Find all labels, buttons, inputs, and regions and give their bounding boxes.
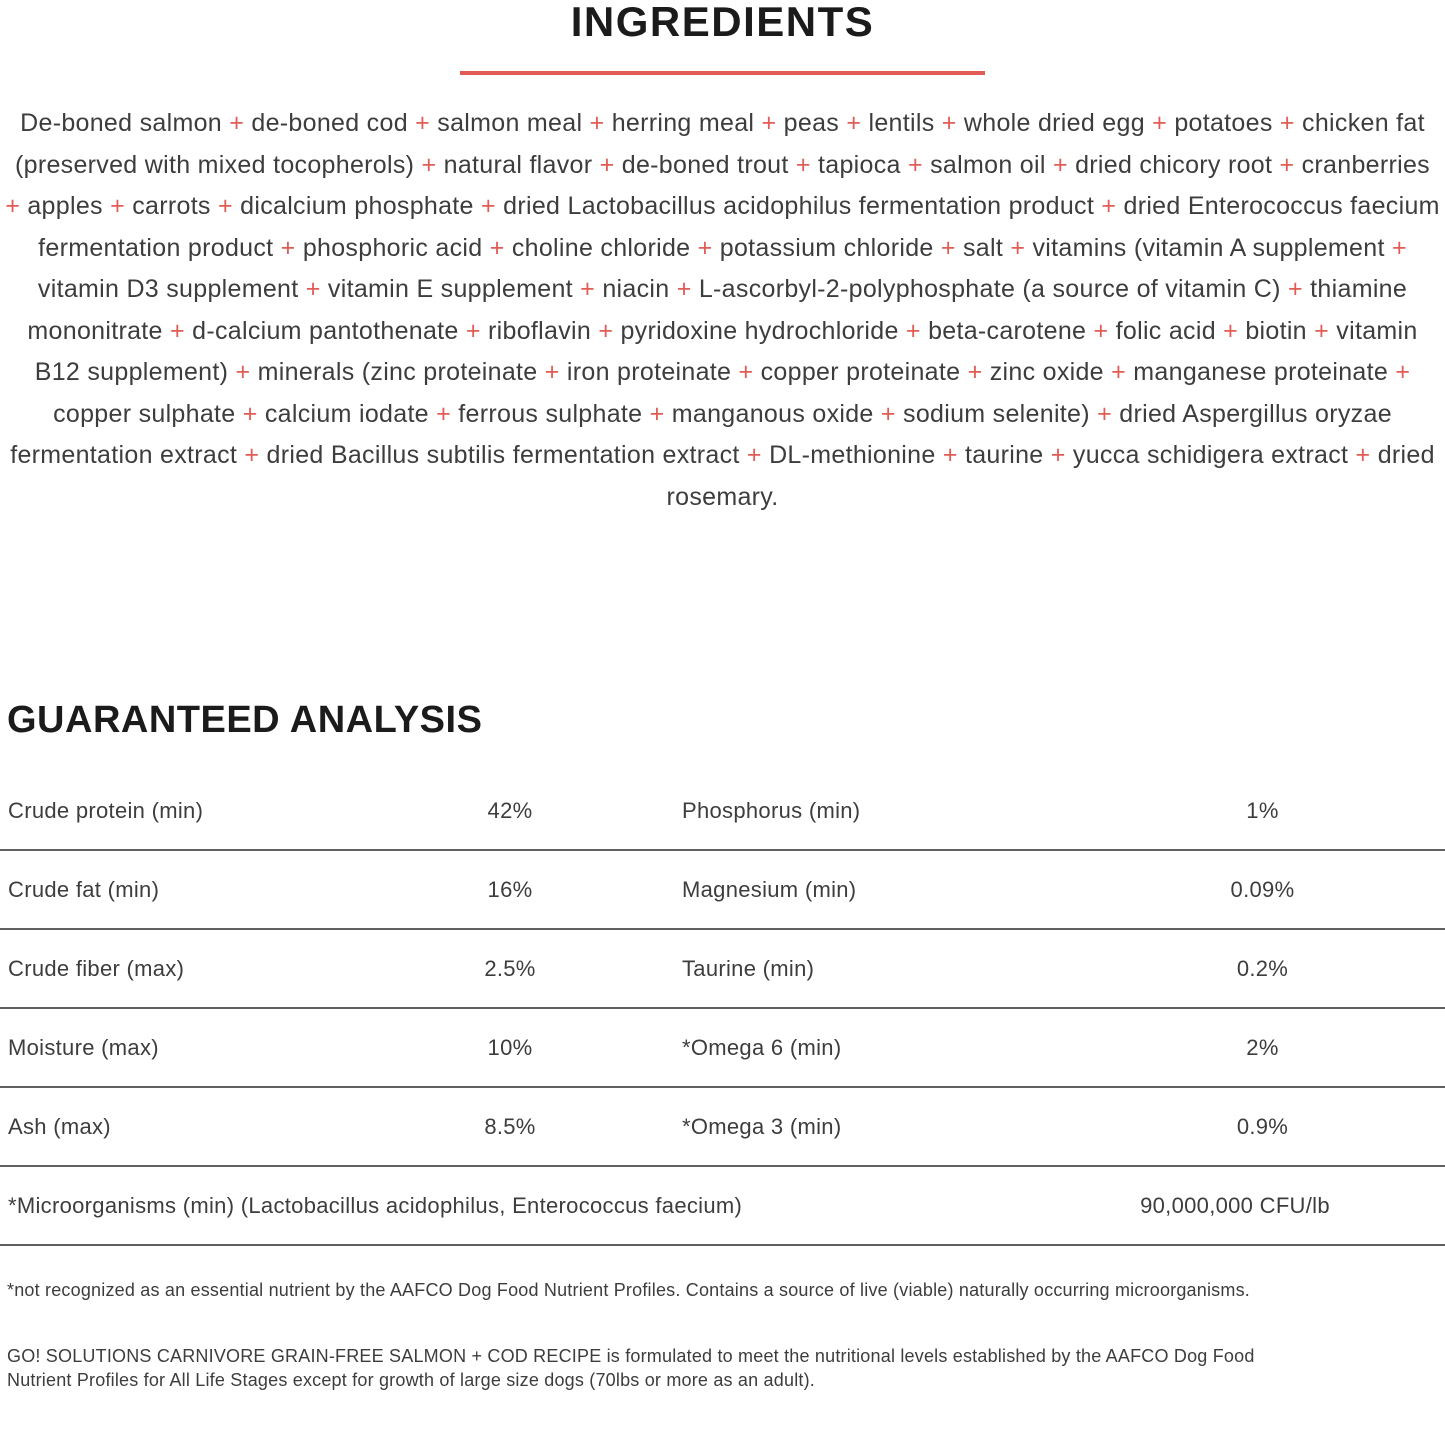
ga-value: 90,000,000 CFU/lb	[1140, 1192, 1330, 1218]
plus-separator: +	[907, 150, 923, 179]
plus-separator: +	[598, 316, 614, 345]
guaranteed-analysis-section	[0, 700, 1445, 1246]
ingredients-text: De-boned salmon + de-boned cod + salmon meal + herring meal + peas + lentils + whole dried egg + potatoes + chicken fat (preserved with mixed tocopherols) + natural flavor + de-boned trout + tapioca + salmon oil + dried chicory root + cranberries + apples + carrots + dicalcium phosphate + dried Lactobacillus acidophilus fermentation product + dried Enterococcus faecium fermentation product + phosphoric acid + choline chloride + potassium chloride + salt + vitamins (vitamin A supplement + vitamin D3 supplement + vitamin E supplement + niacin + L-ascorbyl-2-polyphosphate (a source of vitamin C) + thiamine mononitrate + d-calcium pantothenate + riboflavin + pyridoxine hydrochloride + beta-carotene + folic acid + biotin + vitamin B12 supplement) + minerals (zinc proteinate + iron proteinate + copper proteinate + zinc oxide + manganese proteinate + copper sulphate + calcium iodate + ferrous sulphate + manganous oxide + sodium selenite) + dried Aspergillus oryzae fermentation extract + dried Bacillus subtilis fermentation extract + DL-methionine + taurine + yucca schidigera extract + dried rosemary.	[5, 109, 1440, 511]
ga-value: 0.09%	[1230, 876, 1295, 902]
plus-separator: +	[795, 150, 811, 179]
plus-separator: +	[580, 275, 596, 303]
ga-value: 8.5%	[484, 1113, 536, 1139]
plus-separator: +	[1101, 192, 1117, 220]
plus-separator: +	[1152, 109, 1168, 137]
guaranteed-analysis-heading: GUARANTEED ANALYSIS	[7, 699, 483, 741]
ga-label: Moisture (max)	[8, 1034, 159, 1060]
plus-separator: +	[280, 233, 296, 262]
plus-separator: +	[905, 316, 921, 345]
plus-separator: +	[169, 316, 185, 345]
plus-separator: +	[941, 109, 957, 137]
plus-separator: +	[1279, 109, 1295, 137]
ga-label: *Omega 3 (min)	[682, 1113, 842, 1139]
plus-separator: +	[746, 441, 762, 469]
aafco-statement: GO! SOLUTIONS CARNIVORE GRAIN-FREE SALMON + COD RECIPE is formulated to meet the nutritional levels established by the AAFCO Dog Food Nutrient Profiles for All Life Stages except for growth of large size dogs (70lbs or more as an adult).	[7, 1346, 1255, 1390]
plus-separator: +	[421, 150, 437, 179]
ga-row	[0, 930, 1445, 1009]
plus-separator: +	[489, 233, 505, 262]
asterisk-footnote: *not recognized as an essential nutrient by the AAFCO Dog Food Nutrient Profiles. Contains a source of live (viable) naturally occurring microorganisms.	[7, 1280, 1250, 1300]
plus-separator: +	[1097, 399, 1113, 428]
plus-separator: +	[465, 316, 481, 345]
plus-separator: +	[942, 441, 958, 469]
ga-label: Crude fat (min)	[8, 876, 160, 902]
ga-row	[0, 851, 1445, 930]
plus-separator: +	[544, 358, 560, 386]
ga-label: *Microorganisms (min) (Lactobacillus acidophilus, Enterococcus faecium)	[8, 1192, 743, 1218]
plus-separator: +	[1052, 150, 1068, 179]
plus-separator: +	[761, 109, 777, 137]
plus-separator: +	[481, 192, 496, 220]
footnotes-section	[0, 1278, 1445, 1392]
ga-value: 10%	[487, 1034, 533, 1060]
plus-separator: +	[5, 192, 21, 220]
ga-value: 2.5%	[484, 955, 536, 981]
ga-row	[0, 1088, 1445, 1167]
ingredients-heading: INGREDIENTS	[570, 0, 875, 45]
plus-separator: +	[1223, 316, 1239, 345]
ga-label: Crude fiber (max)	[8, 955, 185, 981]
ga-label: Phosphorus (min)	[682, 797, 861, 823]
plus-separator: +	[217, 192, 233, 220]
ga-label: Magnesium (min)	[682, 876, 857, 902]
plus-separator: +	[1010, 233, 1026, 262]
ga-value: 16%	[487, 876, 533, 902]
ga-value: 0.9%	[1236, 1113, 1289, 1139]
plus-separator: +	[305, 275, 321, 303]
ga-label: *Omega 6 (min)	[682, 1034, 842, 1060]
plus-separator: +	[676, 275, 692, 303]
plus-separator: +	[244, 441, 260, 469]
plus-separator: +	[967, 358, 983, 386]
plus-separator: +	[1355, 441, 1371, 469]
plus-separator: +	[1288, 275, 1303, 303]
ga-value: 1%	[1246, 797, 1279, 823]
ingredients-section	[0, 0, 1445, 518]
plus-separator: +	[229, 109, 245, 137]
ga-row-microorganisms	[0, 1167, 1445, 1246]
plus-separator: +	[235, 358, 251, 386]
plus-separator: +	[436, 399, 452, 428]
plus-separator: +	[697, 233, 713, 262]
ga-label: Crude protein (min)	[8, 797, 204, 823]
ga-row	[0, 1009, 1445, 1088]
plus-separator: +	[110, 192, 125, 220]
plus-separator: +	[649, 399, 665, 428]
plus-separator: +	[1314, 316, 1330, 345]
plus-separator: +	[1395, 358, 1411, 386]
plus-separator: +	[1093, 316, 1109, 345]
plus-separator: +	[1111, 358, 1127, 386]
ga-row	[0, 772, 1445, 851]
ga-label: Taurine (min)	[682, 955, 815, 981]
plus-separator: +	[1391, 233, 1407, 262]
guaranteed-analysis-table	[0, 772, 1445, 1246]
plus-separator: +	[599, 150, 615, 179]
plus-separator: +	[242, 399, 258, 428]
plus-separator: +	[1050, 441, 1066, 469]
plus-separator: +	[738, 358, 754, 386]
plus-separator: +	[415, 109, 431, 137]
plus-separator: +	[940, 233, 956, 262]
accent-divider	[460, 71, 985, 75]
ga-table-rows	[0, 772, 1445, 1167]
plus-separator: +	[1279, 150, 1295, 179]
plus-separator: +	[880, 399, 896, 428]
ga-value: 2%	[1246, 1034, 1279, 1060]
ga-value: 42%	[487, 797, 533, 823]
ga-label: Ash (max)	[8, 1113, 111, 1139]
plus-separator: +	[589, 109, 605, 137]
ga-value: 0.2%	[1236, 955, 1289, 981]
plus-separator: +	[846, 109, 862, 137]
